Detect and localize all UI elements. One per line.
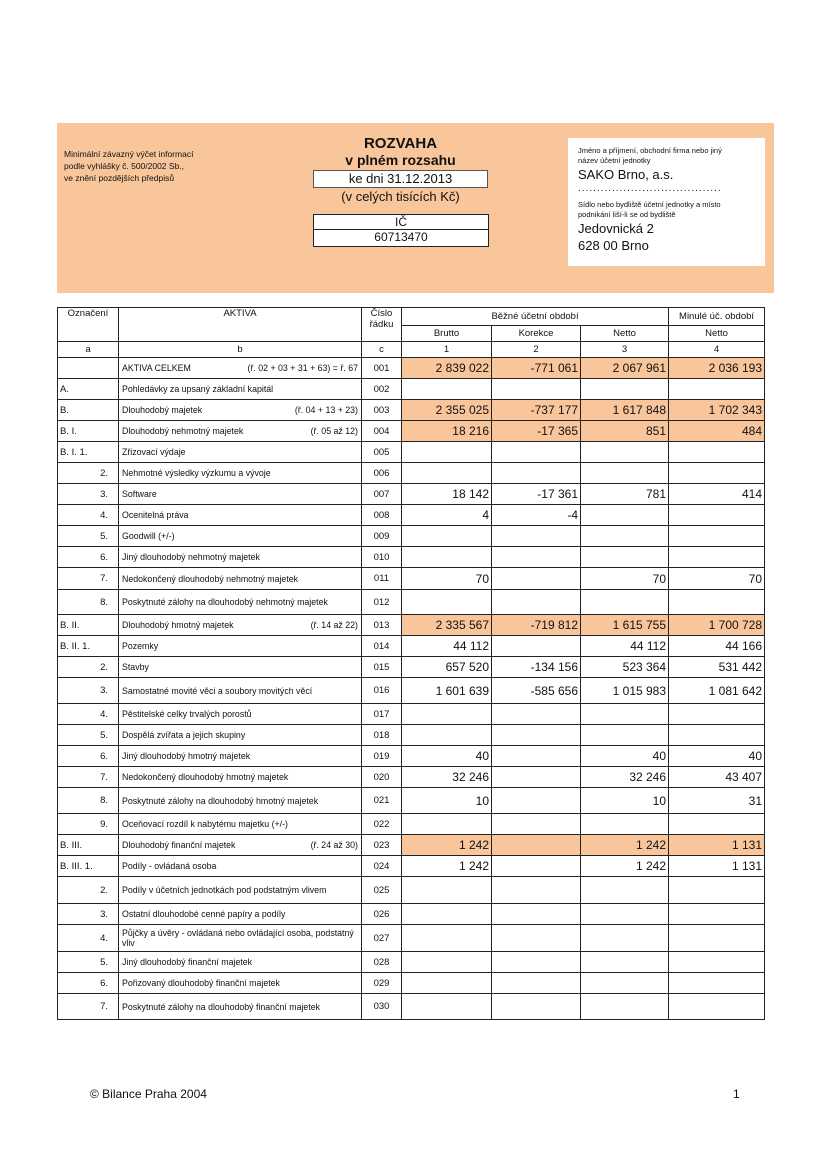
row-formula: (ř. 05 až 12): [310, 426, 358, 436]
company-name: SAKO Brno, a.s.: [578, 167, 674, 182]
cell-korekce: -17 365: [492, 421, 581, 442]
cell-korekce: -771 061: [492, 358, 581, 379]
header-row: [58, 308, 765, 326]
cell-prev: 31: [669, 788, 765, 814]
row-designation: 2.: [58, 657, 119, 678]
cell-netto: [581, 925, 669, 952]
col-b-label: b: [119, 342, 362, 358]
row-number: 027: [362, 925, 402, 952]
row-label: Pohledávky za upsaný základní kapitál: [119, 379, 362, 400]
row-number: 026: [362, 904, 402, 925]
row-label: Jiný dlouhodobý nehmotný majetek: [119, 547, 362, 568]
legal-note-line: Minimální závazný výčet informací: [64, 149, 194, 159]
cell-prev: 70: [669, 568, 765, 590]
cell-korekce: [492, 636, 581, 657]
row-designation: 5.: [58, 725, 119, 746]
cell-prev: 40: [669, 746, 765, 767]
cell-prev: 43 407: [669, 767, 765, 788]
table-row: [58, 442, 765, 463]
table-row: [58, 463, 765, 484]
cell-brutto: 10: [402, 788, 492, 814]
row-label: [119, 400, 362, 421]
row-number: 007: [362, 484, 402, 505]
cell-korekce: -585 656: [492, 678, 581, 704]
row-label: Ostatní dlouhodobé cenné papíry a podíly: [119, 904, 362, 925]
table-row: [58, 636, 765, 657]
copyright: © Bilance Praha 2004: [90, 1087, 207, 1101]
row-designation: 3.: [58, 484, 119, 505]
cell-prev: [669, 994, 765, 1020]
cell-netto: [581, 704, 669, 725]
cell-prev: [669, 814, 765, 835]
row-number: 016: [362, 678, 402, 704]
row-designation: 8.: [58, 590, 119, 615]
row-formula: (ř. 04 + 13 + 23): [294, 405, 358, 415]
name-caption: název účetní jednotky: [578, 156, 651, 165]
row-number: 024: [362, 856, 402, 877]
cell-netto: 1 242: [581, 835, 669, 856]
cell-netto: 2 067 961: [581, 358, 669, 379]
table-row: [58, 484, 765, 505]
row-number: 008: [362, 505, 402, 526]
row-designation: 7.: [58, 994, 119, 1020]
row-label: [119, 421, 362, 442]
row-designation: B. III. 1.: [58, 856, 119, 877]
cell-korekce: -134 156: [492, 657, 581, 678]
cell-prev: 1 081 642: [669, 678, 765, 704]
cell-korekce: -17 361: [492, 484, 581, 505]
cell-brutto: [402, 973, 492, 994]
header-cislo-radku: [362, 308, 402, 342]
cell-korekce: [492, 952, 581, 973]
cell-prev: [669, 505, 765, 526]
row-number: 005: [362, 442, 402, 463]
row-number: 029: [362, 973, 402, 994]
cell-korekce: [492, 767, 581, 788]
row-designation: A.: [58, 379, 119, 400]
cell-brutto: [402, 925, 492, 952]
row-label: [119, 358, 362, 379]
balance-sheet-table: [57, 307, 765, 1020]
cell-brutto: [402, 814, 492, 835]
table-row: [58, 615, 765, 636]
row-label: Nehmotné výsledky výzkumu a vývoje: [119, 463, 362, 484]
cell-brutto: 2 355 025: [402, 400, 492, 421]
row-designation: B. I. 1.: [58, 442, 119, 463]
cell-prev: 484: [669, 421, 765, 442]
cell-prev: [669, 590, 765, 615]
col-2-label: 2: [492, 342, 581, 358]
cell-prev: [669, 704, 765, 725]
cell-prev: 1 131: [669, 835, 765, 856]
table-row: [58, 994, 765, 1020]
row-label: Jiný dlouhodobý finanční majetek: [119, 952, 362, 973]
col-3-label: 3: [581, 342, 669, 358]
row-label: Zřizovací výdaje: [119, 442, 362, 463]
row-number: 009: [362, 526, 402, 547]
cell-netto: [581, 952, 669, 973]
row-formula: (ř. 24 až 30): [310, 840, 358, 850]
row-designation: 6.: [58, 746, 119, 767]
table-row: [58, 590, 765, 615]
table-row: [58, 657, 765, 678]
row-label: Samostatné movité věci a soubory movitých věcí: [119, 678, 362, 704]
header-cislo: Číslo: [370, 308, 393, 319]
table-row: [58, 725, 765, 746]
header-korekce: Korekce: [492, 326, 581, 342]
cell-brutto: 2 335 567: [402, 615, 492, 636]
cell-netto: [581, 526, 669, 547]
row-designation: 2.: [58, 877, 119, 904]
row-label: Pořizovaný dlouhodobý finanční majetek: [119, 973, 362, 994]
row-number: 030: [362, 994, 402, 1020]
row-label: Poskytnuté zálohy na dlouhodobý hmotný majetek: [119, 788, 362, 814]
cell-korekce: [492, 904, 581, 925]
row-number: 028: [362, 952, 402, 973]
row-number: 001: [362, 358, 402, 379]
row-label: Poskytnuté zálohy na dlouhodobý nehmotný majetek: [119, 590, 362, 615]
cell-korekce: [492, 442, 581, 463]
row-number: 002: [362, 379, 402, 400]
row-number: 017: [362, 704, 402, 725]
dotted-line: ......................................: [578, 183, 722, 194]
row-label: Pozemky: [119, 636, 362, 657]
cell-netto: 32 246: [581, 767, 669, 788]
units-note: (v celých tisících Kč): [341, 189, 460, 204]
row-number: 019: [362, 746, 402, 767]
row-number: 020: [362, 767, 402, 788]
cell-korekce: [492, 379, 581, 400]
row-formula: (ř. 14 až 22): [310, 620, 358, 630]
table-row: [58, 904, 765, 925]
row-designation: 4.: [58, 925, 119, 952]
cell-prev: [669, 952, 765, 973]
row-label: Ocenitelná práva: [119, 505, 362, 526]
legal-note-line: podle vyhlášky č. 500/2002 Sb.,: [64, 161, 185, 171]
cell-korekce: [492, 526, 581, 547]
cell-netto: [581, 547, 669, 568]
cell-prev: [669, 547, 765, 568]
ic-value: 60713470: [374, 230, 428, 244]
table-row: [58, 704, 765, 725]
row-label: Stavby: [119, 657, 362, 678]
cell-netto: 1 242: [581, 856, 669, 877]
row-designation: 5.: [58, 526, 119, 547]
cell-brutto: 1 601 639: [402, 678, 492, 704]
row-number: 003: [362, 400, 402, 421]
cell-netto: 10: [581, 788, 669, 814]
row-designation: 2.: [58, 463, 119, 484]
row-label: Oceňovací rozdíl k nabytému majetku (+/-): [119, 814, 362, 835]
name-caption: Jméno a příjmení, obchodní firma nebo jiný: [578, 146, 722, 155]
cell-prev: 1 131: [669, 856, 765, 877]
row-number: 006: [362, 463, 402, 484]
col-4-label: 4: [669, 342, 765, 358]
row-label: Půjčky a úvěry - ovládaná nebo ovládající osoba, podstatný vliv: [119, 925, 362, 952]
row-designation: 5.: [58, 952, 119, 973]
cell-prev: [669, 973, 765, 994]
seat-caption: Sídlo nebo bydliště účetní jednotky a místo: [578, 200, 721, 209]
cell-korekce: [492, 746, 581, 767]
cell-prev: [669, 904, 765, 925]
cell-brutto: 4: [402, 505, 492, 526]
report-date: ke dni 31.12.2013: [313, 170, 488, 188]
table-row: [58, 568, 765, 590]
table-row: [58, 379, 765, 400]
row-designation: [58, 358, 119, 379]
cell-brutto: 18 142: [402, 484, 492, 505]
cell-prev: 44 166: [669, 636, 765, 657]
cell-brutto: [402, 379, 492, 400]
cell-netto: [581, 814, 669, 835]
cell-prev: [669, 925, 765, 952]
row-number: 021: [362, 788, 402, 814]
row-number: 011: [362, 568, 402, 590]
cell-netto: 781: [581, 484, 669, 505]
table-row: [58, 746, 765, 767]
header-netto-prev: Netto: [669, 326, 765, 342]
address-line: 628 00 Brno: [578, 238, 649, 253]
row-designation: B. I.: [58, 421, 119, 442]
row-label: Podíly - ovládaná osoba: [119, 856, 362, 877]
cell-netto: [581, 463, 669, 484]
row-number: 015: [362, 657, 402, 678]
cell-korekce: [492, 725, 581, 746]
ic-label: IČ: [314, 215, 488, 230]
seat-caption: podnikání liší-li se od bydliště: [578, 210, 676, 219]
row-label: Software: [119, 484, 362, 505]
cell-prev: 1 702 343: [669, 400, 765, 421]
row-label: Nedokončený dlouhodobý nehmotný majetek: [119, 568, 362, 590]
row-designation: 4.: [58, 505, 119, 526]
cell-korekce: [492, 814, 581, 835]
header-brutto: Brutto: [402, 326, 492, 342]
col-a-label: a: [58, 342, 119, 358]
row-label-text: Dlouhodobý finanční majetek: [122, 840, 236, 850]
row-label: [119, 615, 362, 636]
cell-netto: [581, 877, 669, 904]
header-previous-period: Minulé úč. období: [669, 308, 765, 326]
row-number: 010: [362, 547, 402, 568]
header-current-period: Běžné účetní období: [402, 308, 669, 326]
row-designation: B. II. 1.: [58, 636, 119, 657]
row-number: 023: [362, 835, 402, 856]
legal-note: [64, 148, 264, 184]
cell-brutto: 40: [402, 746, 492, 767]
table-row: [58, 505, 765, 526]
row-label: Jiný dlouhodobý hmotný majetek: [119, 746, 362, 767]
row-designation: B. II.: [58, 615, 119, 636]
entity-box: [568, 138, 765, 266]
table-row: [58, 400, 765, 421]
cell-prev: [669, 526, 765, 547]
row-label: Nedokončený dlouhodobý hmotný majetek: [119, 767, 362, 788]
cell-prev: 531 442: [669, 657, 765, 678]
cell-brutto: 1 242: [402, 835, 492, 856]
cell-netto: 523 364: [581, 657, 669, 678]
cell-prev: [669, 725, 765, 746]
cell-netto: [581, 994, 669, 1020]
cell-prev: [669, 379, 765, 400]
cell-netto: 851: [581, 421, 669, 442]
row-label: Goodwill (+/-): [119, 526, 362, 547]
header-aktiva: AKTIVA: [119, 308, 362, 342]
table-row: [58, 767, 765, 788]
cell-netto: [581, 505, 669, 526]
row-label: [119, 835, 362, 856]
cell-korekce: [492, 925, 581, 952]
cell-brutto: [402, 877, 492, 904]
cell-korekce: [492, 877, 581, 904]
cell-brutto: [402, 547, 492, 568]
cell-prev: [669, 442, 765, 463]
cell-brutto: [402, 442, 492, 463]
cell-brutto: [402, 463, 492, 484]
row-label: Dospělá zvířata a jejich skupiny: [119, 725, 362, 746]
table-row: [58, 547, 765, 568]
row-formula: (ř. 02 + 03 + 31 + 63) = ř. 67: [247, 363, 358, 373]
cell-korekce: [492, 994, 581, 1020]
cell-netto: 70: [581, 568, 669, 590]
cell-netto: 44 112: [581, 636, 669, 657]
cell-brutto: [402, 904, 492, 925]
legal-note-line: ve znění pozdějších předpisů: [64, 173, 175, 183]
cell-korekce: [492, 568, 581, 590]
cell-netto: 1 015 983: [581, 678, 669, 704]
row-designation: 8.: [58, 788, 119, 814]
cell-korekce: [492, 856, 581, 877]
cell-korekce: [492, 973, 581, 994]
row-label-text: AKTIVA CELKEM: [122, 363, 191, 373]
table-row: [58, 358, 765, 379]
row-designation: 9.: [58, 814, 119, 835]
cell-brutto: [402, 952, 492, 973]
table-row: [58, 925, 765, 952]
ic-box: [313, 214, 489, 247]
cell-korekce: -4: [492, 505, 581, 526]
row-label-text: Dlouhodobý majetek: [122, 405, 203, 415]
cell-korekce: -737 177: [492, 400, 581, 421]
cell-netto: [581, 442, 669, 463]
cell-netto: [581, 904, 669, 925]
cell-prev: [669, 463, 765, 484]
row-designation: 3.: [58, 904, 119, 925]
header-radku: řádku: [369, 319, 394, 330]
row-designation: 6.: [58, 547, 119, 568]
cell-korekce: [492, 590, 581, 615]
cell-prev: [669, 877, 765, 904]
table-row: [58, 835, 765, 856]
row-number: 013: [362, 615, 402, 636]
cell-brutto: 70: [402, 568, 492, 590]
cell-netto: [581, 973, 669, 994]
table-row: [58, 788, 765, 814]
cell-netto: 1 617 848: [581, 400, 669, 421]
cell-brutto: [402, 994, 492, 1020]
title-block: [313, 136, 488, 206]
cell-brutto: [402, 704, 492, 725]
table-row: [58, 856, 765, 877]
row-designation: 7.: [58, 767, 119, 788]
row-designation: 3.: [58, 678, 119, 704]
document-title: ROZVAHA: [363, 135, 438, 152]
cell-brutto: [402, 590, 492, 615]
cell-korekce: [492, 704, 581, 725]
cell-brutto: 18 216: [402, 421, 492, 442]
cell-prev: 2 036 193: [669, 358, 765, 379]
cell-brutto: 657 520: [402, 657, 492, 678]
row-designation: B.: [58, 400, 119, 421]
table-row: [58, 973, 765, 994]
cell-korekce: [492, 788, 581, 814]
row-label: Pěstitelské celky trvalých porostů: [119, 704, 362, 725]
row-designation: 6.: [58, 973, 119, 994]
cell-netto: 1 615 755: [581, 615, 669, 636]
row-designation: 7.: [58, 568, 119, 590]
col-c-label: c: [362, 342, 402, 358]
table-row: [58, 678, 765, 704]
cell-netto: [581, 725, 669, 746]
cell-prev: 1 700 728: [669, 615, 765, 636]
row-number: 022: [362, 814, 402, 835]
header-letter-row: [58, 342, 765, 358]
row-label-text: Dlouhodobý hmotný majetek: [122, 620, 234, 630]
row-number: 025: [362, 877, 402, 904]
row-designation: B. III.: [58, 835, 119, 856]
cell-netto: [581, 590, 669, 615]
table-row: [58, 952, 765, 973]
table-row: [58, 526, 765, 547]
header-netto: Netto: [581, 326, 669, 342]
table-row: [58, 877, 765, 904]
cell-brutto: 32 246: [402, 767, 492, 788]
cell-brutto: 2 839 022: [402, 358, 492, 379]
row-designation: 4.: [58, 704, 119, 725]
cell-korekce: [492, 547, 581, 568]
cell-brutto: 44 112: [402, 636, 492, 657]
row-number: 004: [362, 421, 402, 442]
cell-netto: 40: [581, 746, 669, 767]
cell-netto: [581, 379, 669, 400]
col-1-label: 1: [402, 342, 492, 358]
row-number: 018: [362, 725, 402, 746]
row-number: 012: [362, 590, 402, 615]
cell-korekce: [492, 835, 581, 856]
document-subtitle: v plném rozsahu: [345, 152, 456, 168]
cell-prev: 414: [669, 484, 765, 505]
page-number: 1: [733, 1087, 740, 1101]
address-line: Jedovnická 2: [578, 221, 654, 236]
row-label: Poskytnuté zálohy na dlouhodobý finanční majetek: [119, 994, 362, 1020]
table-row: [58, 421, 765, 442]
cell-brutto: [402, 526, 492, 547]
cell-korekce: -719 812: [492, 615, 581, 636]
row-label-text: Dlouhodobý nehmotný majetek: [122, 426, 244, 436]
row-number: 014: [362, 636, 402, 657]
row-label: Podíly v účetních jednotkách pod podstatným vlivem: [119, 877, 362, 904]
cell-brutto: 1 242: [402, 856, 492, 877]
header-oznaceni: Označení: [58, 308, 119, 342]
cell-korekce: [492, 463, 581, 484]
table-row: [58, 814, 765, 835]
cell-brutto: [402, 725, 492, 746]
